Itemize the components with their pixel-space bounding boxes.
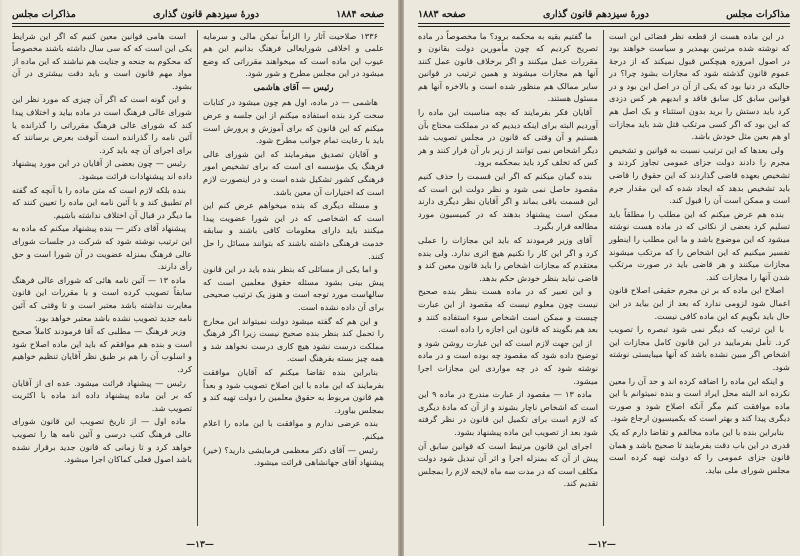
paragraph: و این تعبیر که در ماده هست بنظر بنده صحیح نیست چون معلوم نیست که مقصود از این عبارت چیست و ممکن است اشخاص سوء استفاده کنند و بعد هم بگویند که قانون این اجازه را داده است.	[418, 286, 598, 335]
paragraph: بنده عرضی ندارم و موافقت با این ماده را اعلام میکنم.	[203, 418, 384, 441]
paragraph: است هامی قوانین معین کنیم که اگر این شرایط یکی این است که که سی سال داشته باشند مخصوصاً که محکوم به جنحه و جنایت هم نباشند که این ماده از مواد مهم قانون است و باید دقت بیشتری در آن بشود.	[12, 30, 192, 91]
left-page-column-1	[198, 30, 384, 526]
paragraph: آقای وزیر فرمودند که باید این مجازات را عملی کرد و اگر این کار را نکنیم هیچ اثری ندارد. ولی بنده معتقدم که مجازات اشخاص را باید قانون معین کند و قاضی نباید بنظر خودش حکم بدهد.	[418, 235, 598, 283]
speaker-heading: رئیس — آقای هاشمی	[253, 82, 334, 93]
paragraph: اجرای این قانون مرتبط است که قوانین سابق آن پیش از آن که بمنزله اجرا و اثر آن تبدیل شود دولت مکلف است که در مدت سه ماه لایحه لازم را بمجلس تقدیم کند.	[418, 440, 598, 489]
paragraph: و این گونه است که اگر آن چیزی که مورد نظر این شورای عالی فرهنگ است در ماده بیاید و اختلاف پیدا کند که شورای عالی فرهنگ مقرراتی را گذرانده یا آئین نامه را گذرانده است آنوقت بعرض برسانند که برای اجرای آن چه باید کرد.	[12, 94, 192, 155]
paragraph: رئیس — پیشنهاد قرائت میشود. عده ای از آقایان که بر این ماده پیشنهاد داده اند ماده با اکثریت تصویب شد.	[12, 377, 192, 413]
right-header-period: دورهٔ سیزدهم قانون گذاری	[542, 8, 650, 20]
paragraph: آقایان فکر بفرمایند که بچه مناسبت این ماده را آوردیم البته برای اینکه دیدیم که در مملکت محتاج بآن هستیم و آن وقتی که قانون در مجلس تصویب شد دیگر اشخاص نمی توانند از زیر بار آن فرار کنند و هر کس که تخلف کرد باید بمحکمه برود.	[418, 107, 598, 168]
paragraph: هاشمی — در ماده، اول هم چون میشود در کتابات سخت کرد بنده استفاده میکنم از این جلسه و عرض میکنم که این قانون که برای آموزش و پرورش است باید با رعایت تمام جوانب مطرح شود.	[203, 97, 384, 146]
right-page-number: —۱۲—	[588, 540, 616, 550]
paragraph: پیشنهاد آقای دکتر — بنده پیشنهاد میکنم که ماده به این ترتیب نوشته شود که شرکت در جلسات شورای عالی فرهنگ بمنزله عضویت در آن شورا است و حق رأی دارند.	[12, 223, 192, 272]
left-page-header	[12, 6, 384, 22]
left-header-period: دورهٔ سیزدهم قانون گذاری	[152, 8, 260, 20]
paragraph: بنده گمان میکنم که اگر این قسمت را حذف کنیم مقصود حاصل نمی شود و نظر دولت این است که این قسمت باقی بماند و اگر آقایان نظر دیگری دارند ممکن است پیشنهاد بدهند که در کمیسیون مورد مطالعه قرار بگیرد.	[418, 171, 598, 232]
left-header-page-number: صفحه ۱۸۸۴	[336, 8, 384, 20]
paragraph: ماده ۱۳ — مقصود از عبارت مندرج در ماده ۹ این است که اشخاص ناچار بشوند و از آن که مادهٔ دیگری که لازم است برای تکمیل این قانون در نظر گرفته شود بعد از تصویب این ماده پیشنهاد بشود.	[418, 389, 598, 437]
paragraph: رئیس — آقای دکتر معظمی فرمایشی دارید؟ (خیر) پیشنهاد آقای جهانشاهی قرائت میشود.	[203, 444, 384, 468]
right-page	[404, 0, 800, 556]
paragraph: با این ترتیب که دیگر نمی شود تبصره را تصویب کرد. تأمل بفرمایید در این قانون کامل مجازات این اشخاص اگر مبین نشده باشد که آنها میبایستی نوشته شود.	[609, 324, 790, 372]
paragraph: و مسئله دیگری که بنده میخواهم عرض کنم این است که اشخاصی که در این شورا عضویت پیدا میکنند باید دارای معلومات کافی باشند و سابقه خدمت فرهنگی داشته باشند که بتوانند مسائل را حل کنند.	[203, 200, 384, 261]
left-page	[2, 0, 398, 556]
paragraph: و این هم که گفته میشود دولت نمیتواند این مخارج را تحمل کند بنظر بنده صحیح نیست زیرا اگر فرهنگ مملکت درست نشود هیچ کاری درست نخواهد شد و همه چیز بسته بفرهنگ است.	[203, 315, 384, 364]
right-header-title: مذاکرات مجلس	[726, 8, 790, 20]
right-page-column-1	[604, 30, 790, 526]
left-page-columns	[12, 30, 384, 526]
paragraph: ماده اول — از تاریخ تصویب این قانون شورای عالی فرهنگ کتب درسی و آئین نامه ها را تصویب خواهد کرد و تا زمانی که قانون جدید برقرار نشده باشد اصول فعلی کماکان اجرا میشود.	[12, 416, 192, 465]
left-header-rule	[12, 23, 384, 27]
right-page-columns	[418, 30, 790, 526]
paragraph: اصلاح این ماده که بر تن مجرم حقیقی اصلاح قانون اعمال شود لزومی ندارد که بعد از این بیاید در این حال باید بگویم که این ماده کافی نیست.	[609, 285, 790, 321]
paragraph: بنده هم عرض میکنم که این مطلب را مطلقاً باید تسلیم کرد بعضی از نکاتی که در ماده هست نوشته میشود که این موضوع باشد و ما این مطلب را اینطور تفسیر میکنیم که این اشخاص را که مرتکب میشوند مجازات میکنند و هر قاضی باید در صورت مرتکب شدن آنها را مجازات کند.	[609, 208, 790, 282]
paragraph: ما گفتیم بقیه به محکمه برود؟ ما مخصوصاً در ماده تصریح کردیم که چون مأمورین دولت بقانون و مقررات عمل میکنند و اگر برخلاف قانون عمل کنند آنها هم مجازات میشوند و همین ترتیب در قوانین سایر ممالک هم منظور شده است و بالاخره آنها هم مسئول هستند.	[418, 30, 598, 104]
paragraph: از این جهت لازم است که این عبارت روشن شود و توضیح داده شود که مقصود چه بوده است و در ماده نوشته شود که در چه مواردی این مجازات اجرا میشود.	[418, 337, 598, 386]
paragraph: ولی بعدها که این ترتیب نسبت به قوانین و تشخیص مجرم را دادند دولت جزای عمومی تجاوز کردند و تشخیص بعهده قاضی گذاردند که این حقوق را قاضی باید تشخیص بدهد که ایجاد شده که این مقدار جرم است و ممکن است آن را قبول کند.	[609, 144, 790, 206]
right-header-page-number: صفحه ۱۸۸۳	[418, 8, 466, 20]
left-header-title: مذاکرات مجلس	[12, 8, 76, 20]
left-page-number: —۱۳—	[186, 540, 214, 550]
paragraph: بنابراین بنده تقاضا میکنم که آقایان موافقت بفرمایند که این ماده با این اصلاح تصویب شود و بعداً هم قانون مربوط به حقوق معلمین را دولت تهیه کند و بمجلس بیاورد.	[203, 366, 384, 415]
right-page-header	[418, 6, 790, 22]
book-gutter	[398, 0, 404, 556]
paragraph: ماده ۱۳ — آئین نامه هائی که شورای عالی فرهنگ سابقاً تصویب کرده است و با مقررات این قانون مغایرت نداشته باشد معتبر است و تا وقتی که آئین نامه جدید تصویب نشده باشد معتبر خواهد بود.	[12, 274, 192, 323]
paragraph: ۱۳۳۶ صلاحیت آثار را الزاماً تمکن مالی و سرمایه علمی و اخلاقی شورایعالی فرهنگ بدانیم این هم عیوب این ماده است که میخواهند مقرراتی که وضع میشود در این مجلس مطرح و شور شود.	[203, 30, 384, 79]
left-page-column-2	[12, 30, 198, 526]
paragraph: رئیس — چون بعضی از آقایان در این مورد پیشنهاد داده اند پیشنهادات قرائت میشود.	[12, 158, 192, 182]
paragraph: و آقایان تصدیق میفرمایند که این شورای عالی فرهنگ یک مؤسسه ای است که برای تشخیص امور فرهنگی کشور تشکیل شده است و در اینصورت لازم است که اختیارات آن معین باشد.	[203, 148, 384, 197]
paragraph: و اما یکی از مسائلی که بنظر بنده باید در این قانون پیش بینی بشود مسئله حقوق معلمین است که سالهاست مورد توجه است و هنوز یک ترتیب صحیحی برای آن داده نشده است.	[203, 264, 384, 312]
paragraph: وزیر فرهنگ — مطلبی که آقا فرمودند کاملاً صحیح است و بنده هم موافقم که باید این ماده اصلاح شود و اسلوب آن را هم بر طبق نظر آقایان تنظیم خواهیم کرد.	[12, 326, 192, 374]
paragraph: بنابراین بنده با این ماده مخالفم و تقاضا دارم که یک قدری در این باب دقت بفرمایند تا صحیح باشد و همان قانون جزای عمومی را که دولت تهیه کرده است مجلس شورای ملی بیاید.	[609, 426, 790, 475]
right-header-rule	[418, 23, 790, 27]
paragraph: بنده بلکه لازم است که متن ماده را با آنچه که گفته ام تطبیق کند و با آئین نامه این ماده را تعیین کنند که ما دیگر در قبال آن اختلاف نداشته باشیم.	[12, 184, 192, 220]
paragraph: در این ماده هست از قطعه نظر قضائی این است که نوشته شده مرتبین بهمدیر و سیاست خواهند بود در اصول امروزه هیچکس قبول نمیکند که از درجهٔ عموم قانون گذشته شود که مجازات بشود چرا؟ در حالیکه در دنیا بود که یکی از آن در اصل این بود و در قوانین سابق کل سابق فاقد و ابدیهم هر کس دزدی کرد باید دستش را برید بدون استثناء و بک اصل هم که این بود که اگر کسی مرتکب قتل شد باید مجازات او هم بعین مثل خودش باشد.	[609, 30, 790, 142]
right-page-column-2	[418, 30, 604, 526]
paragraph: و اینکه این ماده را اضافه کرده اند و حد آن را معین نکرده اند البته محل ایراد است و بنده نمیتوانم با این ماده موافقت کنم مگر آنکه اصلاح شود و صورت دیگری پیدا کند و بهتر است که بکمیسیون ارجاع شود.	[609, 375, 790, 424]
